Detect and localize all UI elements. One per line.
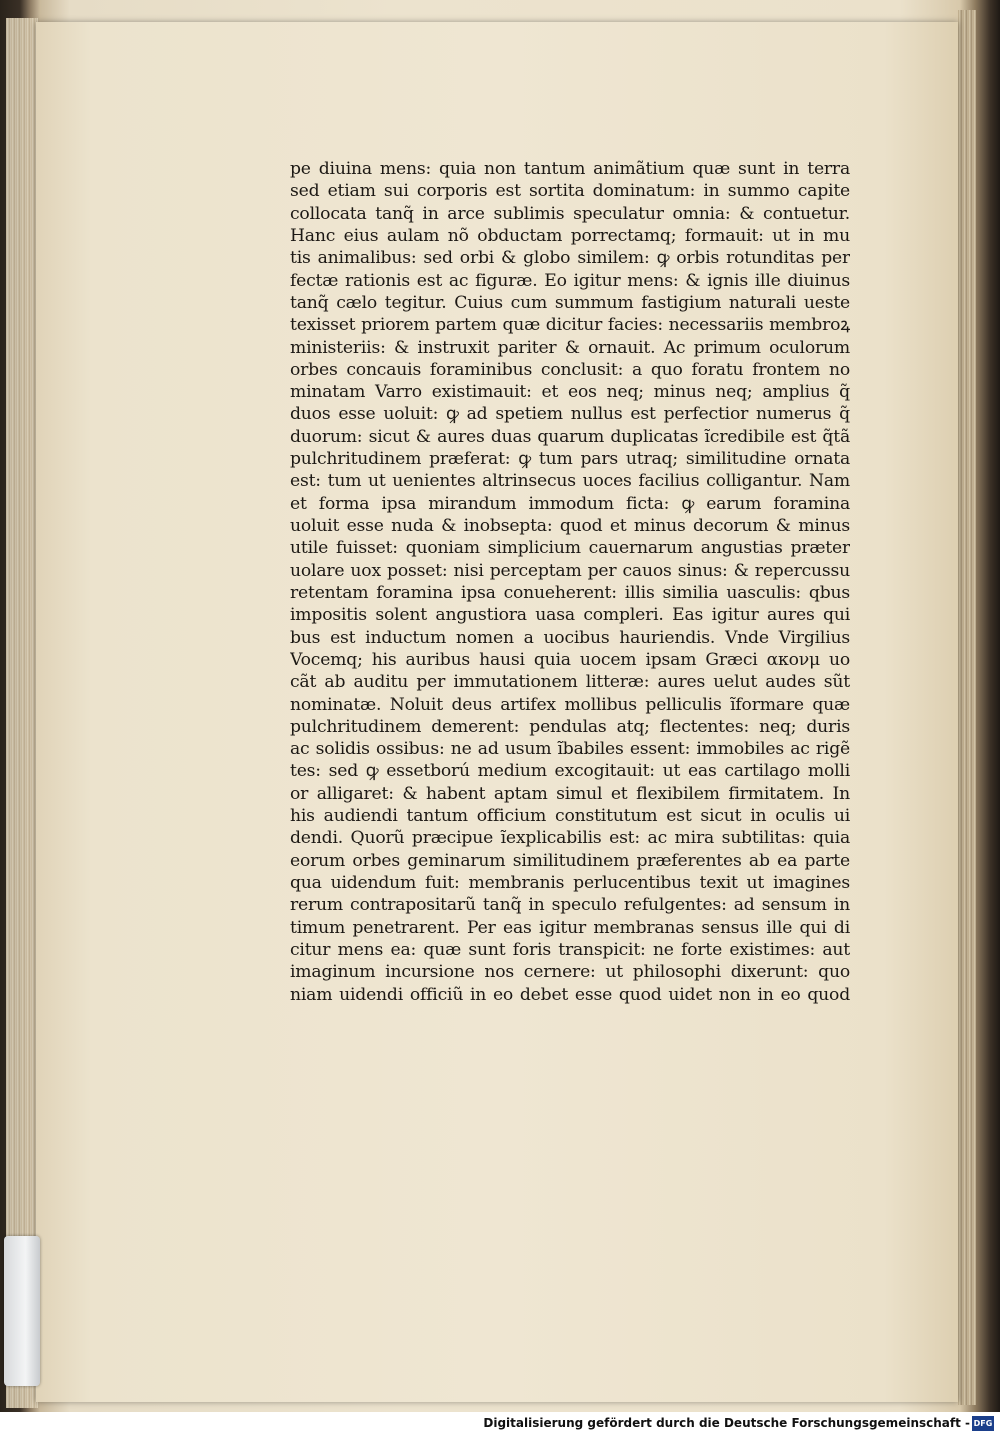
- page-clip-tab: [4, 1236, 40, 1386]
- text-line: texisset priorem partem quæ dicitur facies: necessariis membroꝝ: [290, 315, 850, 336]
- incunable-text-block: [290, 158, 850, 1006]
- text-line: ac solidis ossibus: ne ad usum ĩbabiles essent: immobiles ac rigẽ: [290, 739, 850, 760]
- left-page-edges: [6, 18, 38, 1408]
- text-line: rerum contrapositarũ tanq̃ in speculo refulgentes: ad sensum in: [290, 895, 850, 916]
- text-line: nominatæ. Noluit deus artifex mollibus pelliculis ĩformare quæ: [290, 694, 850, 715]
- text-line: minatam Varro existimauit: et eos neq; minus neq; amplius q̃: [290, 382, 850, 403]
- right-page-edges: [958, 10, 976, 1405]
- text-line: collocata tanq̃ in arce sublimis speculatur omnia: & contuetur.: [290, 203, 850, 224]
- text-line: Hanc eius aulam nõ obductam porrectamq; formauit: ut in mu: [290, 225, 850, 246]
- text-line: est: tum ut uenientes altrinsecus uoces facilius colligantur. Nam: [290, 471, 850, 492]
- text-line: bus est inductum nomen a uocibus hauriendis. Vnde Virgilius: [290, 627, 850, 648]
- digitization-footer: [0, 1412, 1000, 1436]
- text-line: impositis solent angustiora uasa compleri. Eas igitur aures qui: [290, 605, 850, 626]
- text-line: qua uidendum fuit: membranis perlucentibus texit ut imagines: [290, 873, 850, 893]
- text-line: citur mens ea: quæ sunt foris transpicit: ne forte existimes: aut: [290, 939, 850, 960]
- text-line: pulchritudinem demerent: pendulas atq; flectentes: neq; duris: [290, 716, 850, 737]
- text-line: duorum: sicut & aures duas quarum duplicatas ĩcredibile est q̃tã: [290, 426, 850, 447]
- text-line: duos esse uoluit: ꝙ ad spetiem nullus est perfectior numerus q̃: [290, 404, 850, 425]
- text-line: his audiendi tantum officium constitutum est sicut in oculis ui: [290, 806, 850, 827]
- text-line: orbes concauis foraminibus conclusit: a quo foratu frontem no: [290, 359, 850, 380]
- funding-credit: Digitalisierung gefördert durch die Deutsche Forschungsgemeinschaft -: [483, 1416, 970, 1430]
- text-line: uolare uox posset: nisi perceptam per cauos sinus: & repercussu: [290, 560, 850, 581]
- text-line: ministeriis: & instruxit pariter & ornauit. Ac primum oculorum: [290, 337, 850, 358]
- text-line: sed etiam sui corporis est sortita dominatum: in summo capite: [290, 181, 850, 202]
- text-line: tes: sed ꝙ essetború medium excogitauit: ut eas cartilago molli: [290, 761, 850, 782]
- text-line: Vocemq; his auribus hausi quia uocem ipsam Græci ακονμ uo: [290, 649, 850, 670]
- text-line: utile fuisset: quoniam simplicium cauernarum angustias præter: [290, 538, 850, 559]
- text-line: tis animalibus: sed orbi & globo similem: ꝙ orbis rotunditas per: [290, 248, 850, 269]
- text-line: eorum orbes geminarum similitudinem præferentes ab ea parte: [290, 850, 850, 871]
- text-line: et forma ipsa mirandum immodum ficta: ꝙ earum foramina: [290, 493, 850, 514]
- text-line: dendi. Quorũ præcipue ĩexplicabilis est: ac mira subtilitas: quia: [290, 828, 850, 849]
- text-line: imaginum incursione nos cernere: ut philosophi dixerunt: quo: [290, 962, 850, 983]
- text-line: timum penetrarent. Per eas igitur membranas sensus ille qui di: [290, 917, 850, 938]
- text-line: cãt ab auditu per immutationem litteræ: aures uelut audes sũt: [290, 672, 850, 693]
- text-line: pe diuina mens: quia non tantum animãtium quæ sunt in terra: [290, 159, 850, 179]
- text-line: niam uidendi officiũ in eo debet esse quod uidet non in eo quod: [290, 984, 850, 1005]
- text-line: uoluit esse nuda & inobsepta: quod et minus decorum & minus: [290, 516, 850, 536]
- text-line: pulchritudinem præferat: ꝙ tum pars utraq; similitudine ornata: [290, 449, 850, 470]
- text-line: tanq̃ cælo tegitur. Cuius cum summum fastigium naturali ueste: [290, 292, 850, 313]
- dfg-logo: DFG: [972, 1416, 994, 1431]
- text-line: fectæ rationis est ac figuræ. Eo igitur mens: & ignis ille diuinus: [290, 270, 850, 291]
- text-line: retentam foramina ipsa conueherent: illis similia uasculis: qbus: [290, 582, 850, 603]
- text-line: or alligaret: & habent aptam simul et flexibilem firmitatem. In: [290, 783, 850, 804]
